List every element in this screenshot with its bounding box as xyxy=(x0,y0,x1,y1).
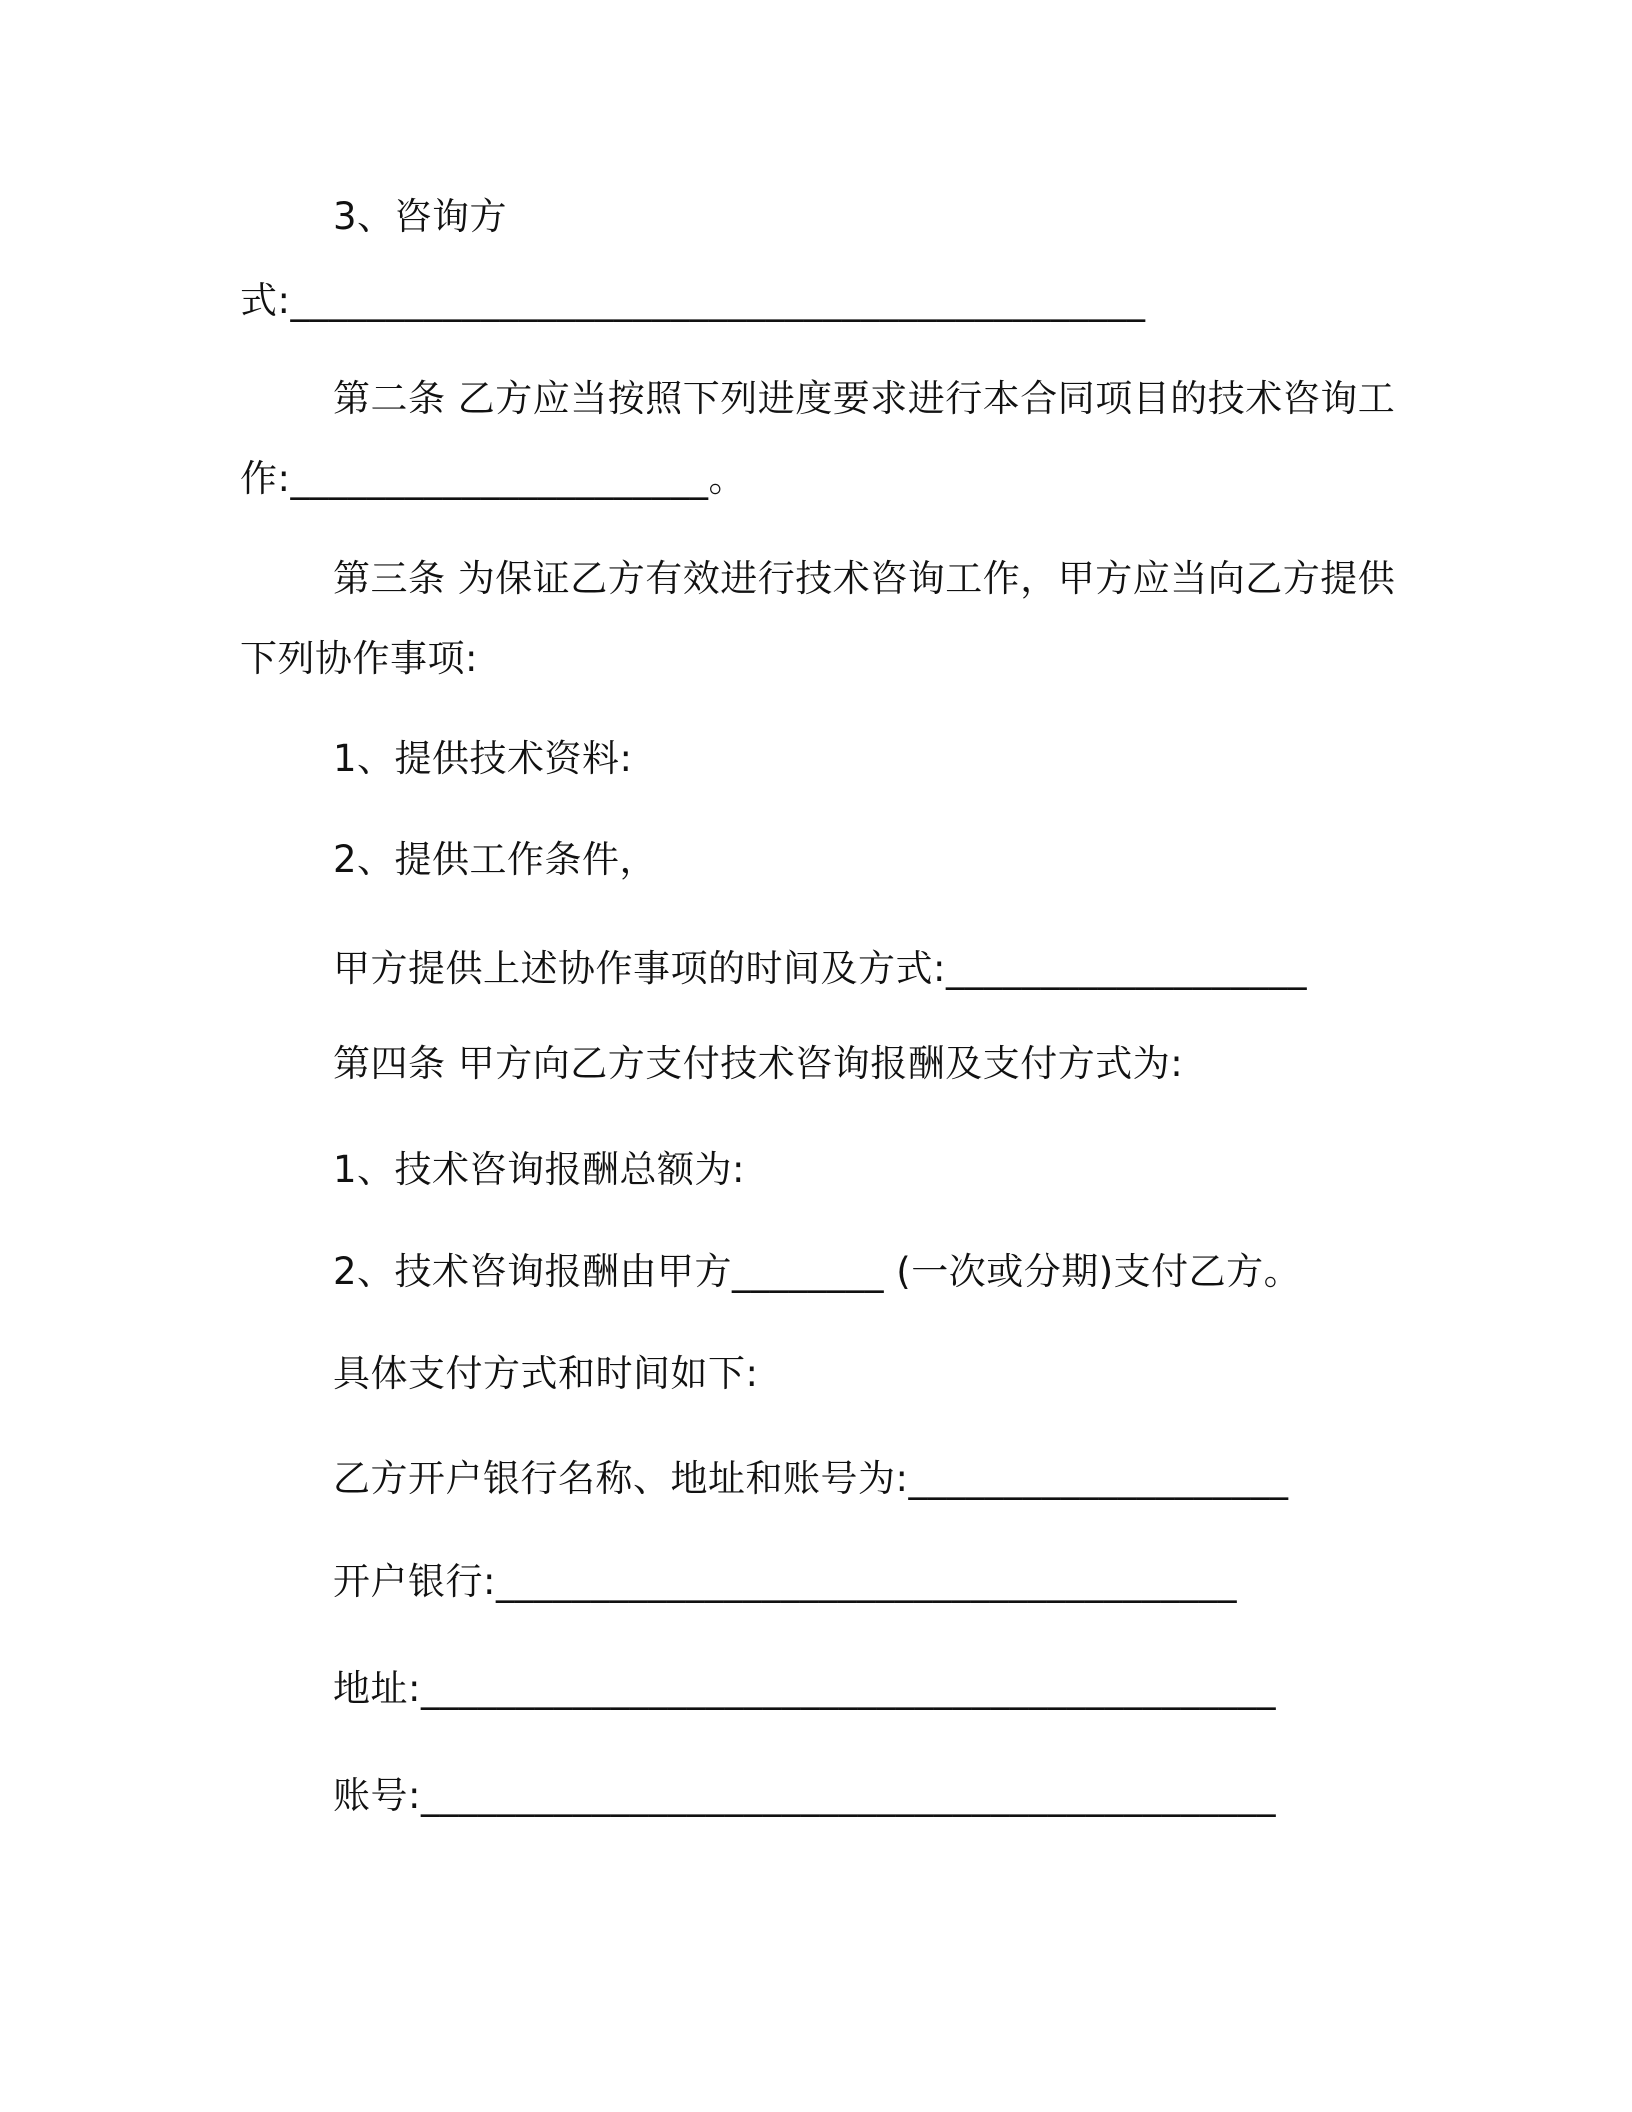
article-2-heading: 第二条 乙方应当按照下列进度要求进行本合同项目的技术咨询工 xyxy=(333,377,1396,420)
item-1-tech-materials: 1、提供技术资料: xyxy=(333,737,633,780)
consult-method-blank: 式:_____________________________________________ xyxy=(240,279,1146,322)
item-2-work-conditions: 2、提供工作条件， xyxy=(333,838,658,881)
cooperation-time-method: 甲方提供上述协作事项的时间及方式:___________________ xyxy=(333,947,1307,990)
bank-info-label: 乙方开户银行名称、地址和账号为:____________________ xyxy=(333,1457,1289,1500)
payment-details-label: 具体支付方式和时间如下: xyxy=(333,1352,759,1395)
address-field: 地址:_____________________________________________ xyxy=(333,1667,1276,1710)
article-4-heading: 第四条 甲方向乙方支付技术咨询报酬及支付方式为: xyxy=(333,1042,1184,1085)
account-number-field: 账号:_____________________________________________ xyxy=(333,1774,1276,1817)
article-3-continuation: 下列协作事项: xyxy=(240,637,478,680)
item-3-consult-method: 3、咨询方 xyxy=(333,195,508,238)
item-2-payment-schedule: 2、技术咨询报酬由甲方________ (一次或分期)支付乙方。 xyxy=(333,1250,1302,1293)
article-3-heading: 第三条 为保证乙方有效进行技术咨询工作，甲方应当向乙方提供 xyxy=(333,557,1396,600)
article-2-blank: 作:______________________。 xyxy=(240,457,746,500)
item-1-total-fee: 1、技术咨询报酬总额为: xyxy=(333,1148,746,1191)
bank-name-field: 开户银行:_______________________________________ xyxy=(333,1560,1237,1603)
